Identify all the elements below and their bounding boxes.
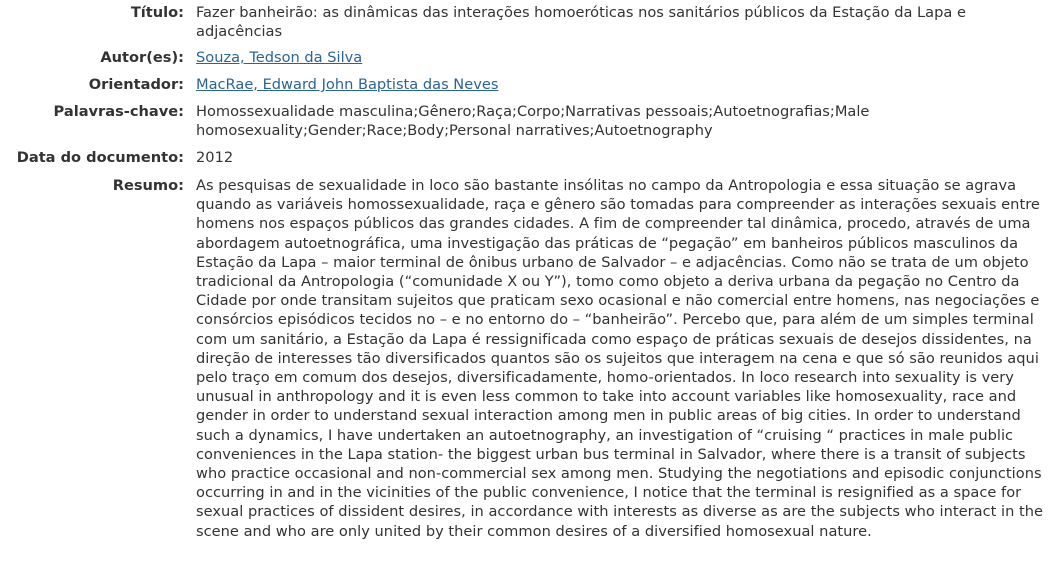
autor-link[interactable]: Souza, Tedson da Silva <box>196 49 363 66</box>
titulo-value: Fazer banheirão: as dinâmicas das interações homoeróticas nos sanitários públicos da Estação da Lapa e adjacências <box>196 4 966 41</box>
resumo-value: As pesquisas de sexualidade in loco são bastante insólitas no campo da Antropologia e essa situação se agrava quando as variáveis homossexualidade, raça e gênero são tomadas para compreender as interações sexuais entre homens nos espaços públicos das grandes cidades. A fim de compreender tal dinâmica, procedo, através de uma abordagem autoetnográfica, uma investigação das práticas de “pegação” em banheiros públicos masculinos da Estação da Lapa – maior terminal de ônibus urbano de Salvador – e adjacências. Como não se trata de um objeto tradicional da Antropologia (“comunidade X ou Y”), tomo como objeto a deriva urbana da pegação no Centro da Cidade por onde transitam sujeitos que praticam sexo ocasional e não comercial entre homens, nas negociações e consórcios episódicos tecidos no – e no entorno do – “banheirão”. Percebo que, para além de um simples terminal com um sanitário, a Estação da Lapa é ressignificada como espaço de práticas sexuais de desejos dissidentes, na direção de interesses tão diversificados quantos são os sujeitos que interagem na cena e que só são reunidos aqui pelo traço em comum dos desejos, diversificadamente, homo-orientados. In loco research into sexuality is very unusual in anthropology and it is even less common to take into account variables like homosexuality, race and gender in order to understand sexual interaction among men in public areas of big cities. In order to understand such a dynamics, I have undertaken an autoetnography, an investigation of “cruising “ practices in male public conveniences in the Lapa station- the biggest urban bus terminal in Salvador, where there is a transit of subjects who practice occasional and non-commercial sex among men. Studying the negotiations and episodic conjunctions occurring in and in the vicinities of the public convenience, I notice that the terminal is resignified as a space for sexual practices of dissident desires, in accordance with interests as diverse as are the subjects who interact in the scene and who are only united by their common desires of a diversified homosexual nature. <box>196 177 1044 540</box>
orientador-value-container <box>196 75 1048 94</box>
titulo-label: Título: <box>130 4 184 21</box>
palavras-chave-value: Homossexualidade masculina;Gênero;Raça;Corpo;Narrativas pessoais;Autoetnografias;Male homosexuality;Gender;Race;Body;Personal narratives;Autoetnography <box>196 103 870 140</box>
autor-value-container <box>196 48 1048 67</box>
resumo-label: Resumo: <box>112 177 184 194</box>
autor-label: Autor(es): <box>100 49 184 66</box>
data-value: 2012 <box>196 149 234 166</box>
orientador-link[interactable]: MacRae, Edward John Baptista das Neves <box>196 76 499 93</box>
data-label: Data do documento: <box>16 149 184 166</box>
orientador-label: Orientador: <box>88 76 184 93</box>
palavras-chave-label: Palavras-chave: <box>53 103 184 120</box>
